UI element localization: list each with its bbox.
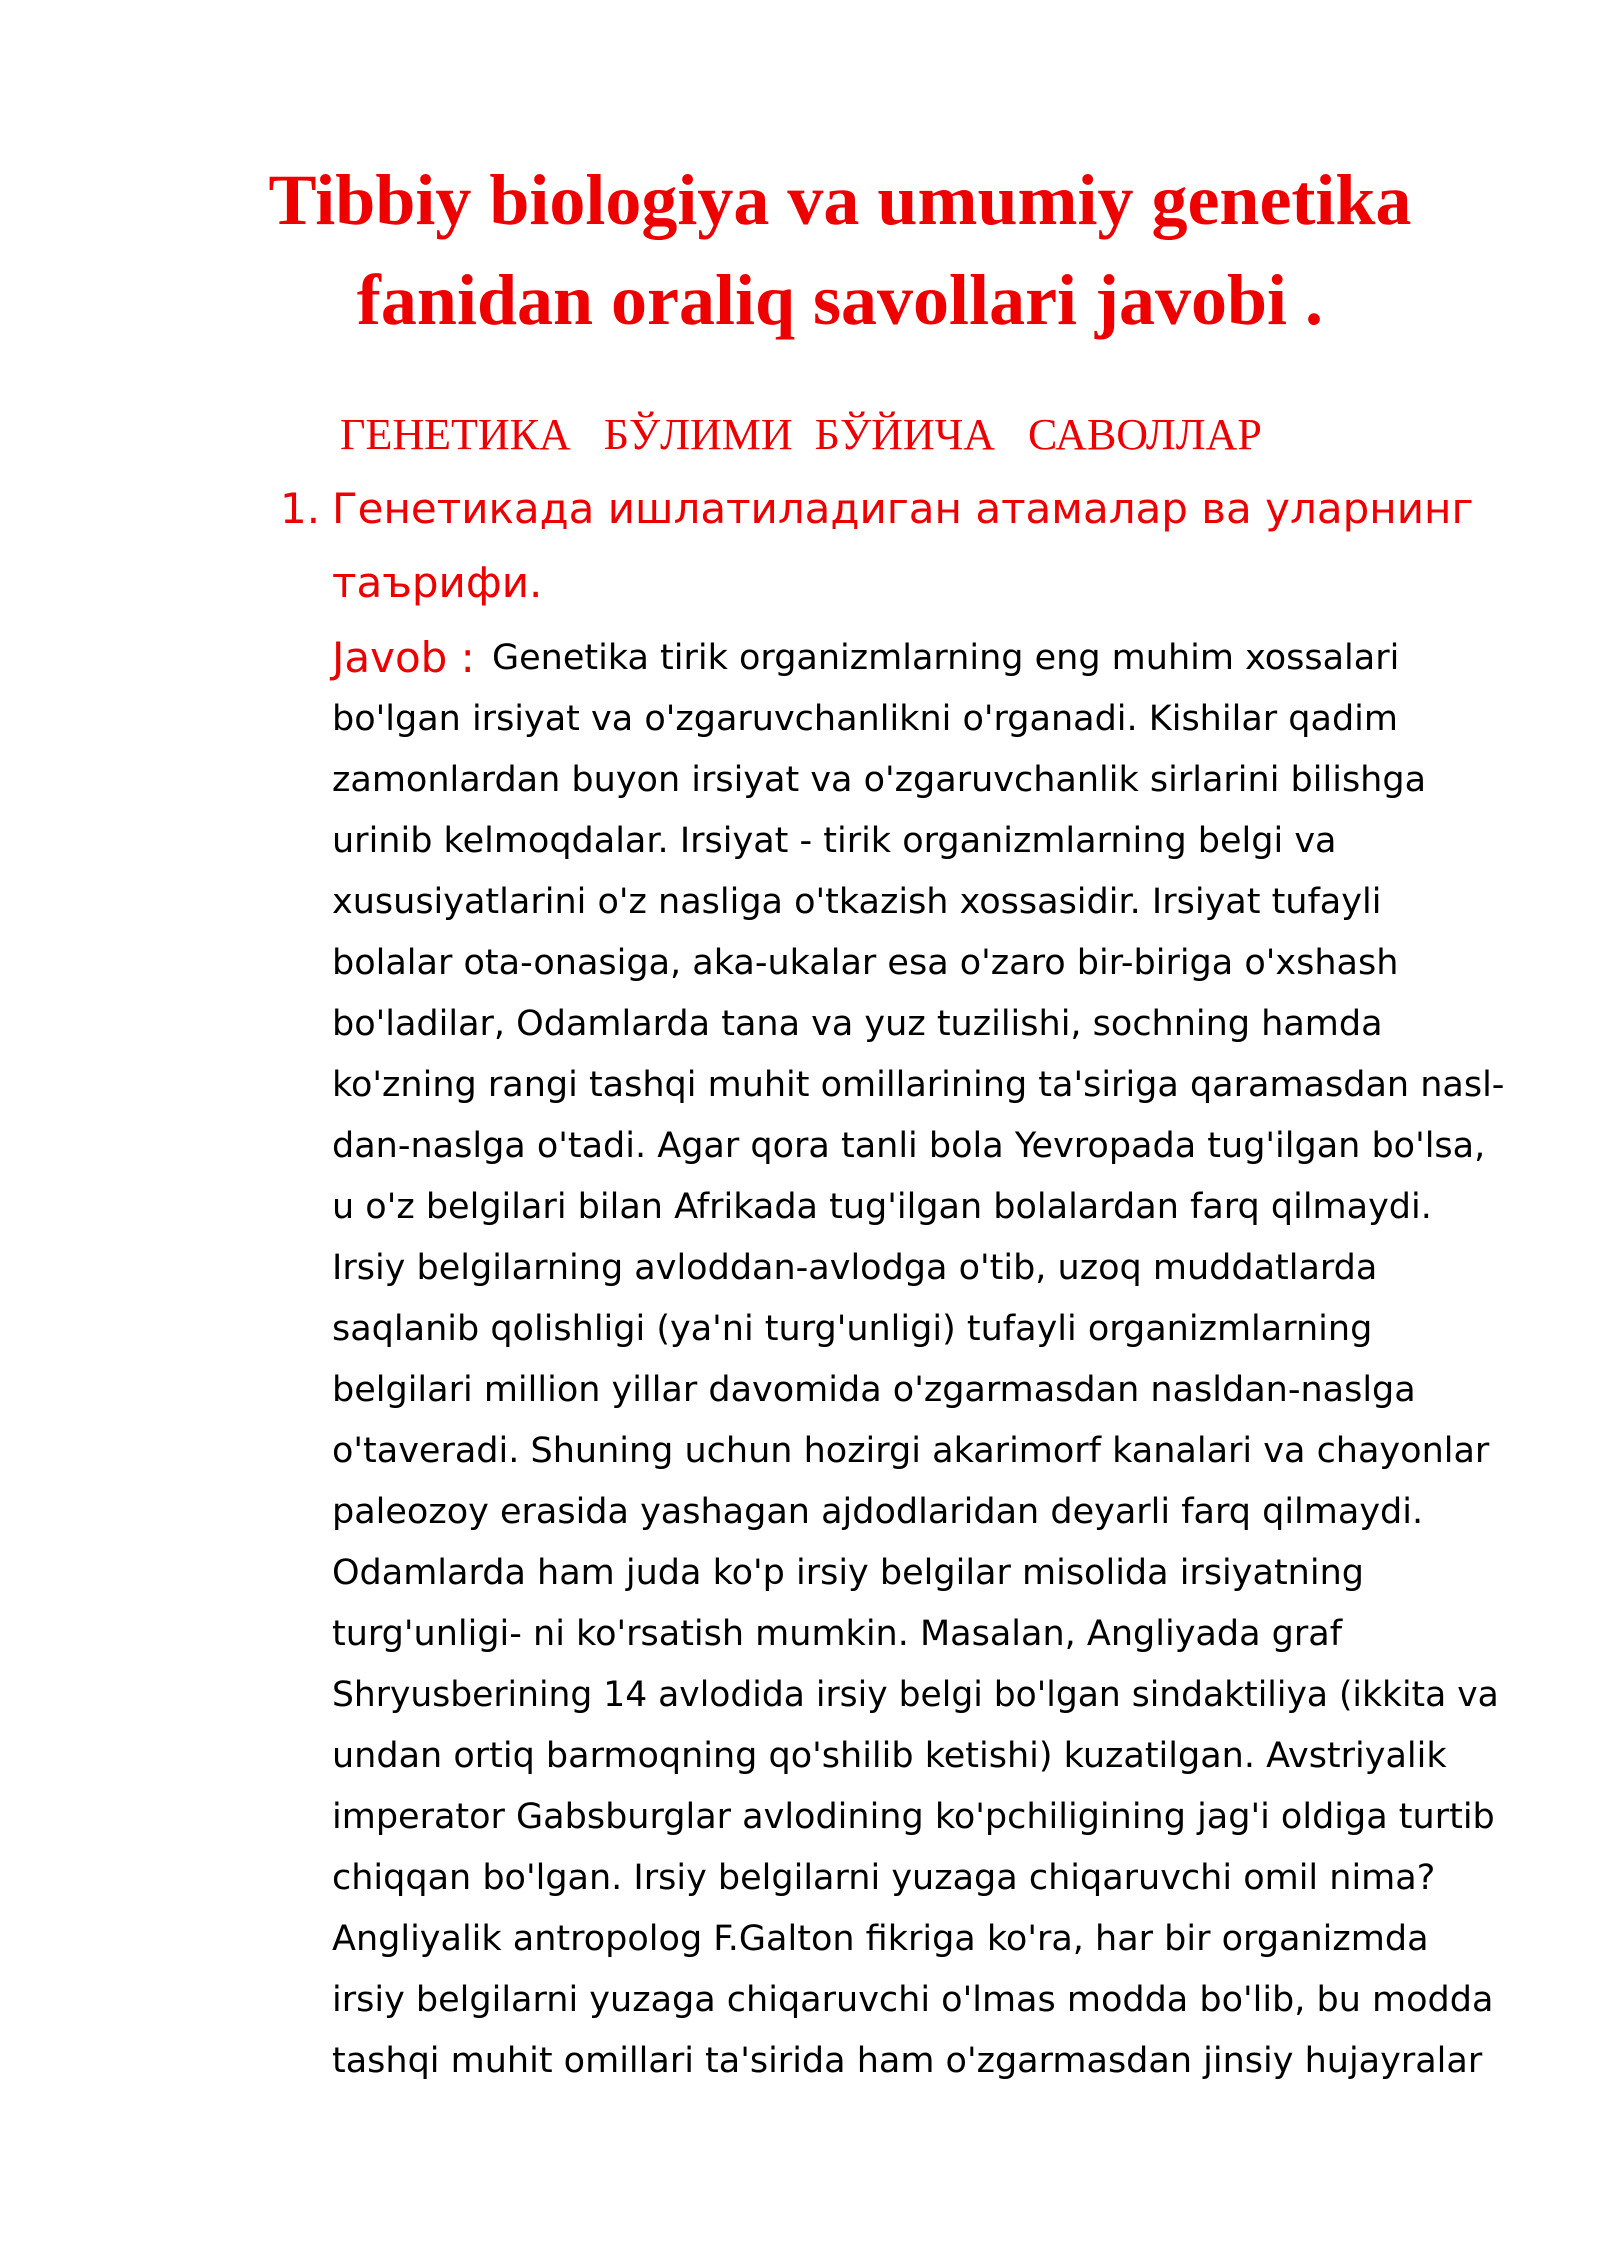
answer-line: o'taveradi. Shuning uchun hozirgi akarimorf kanalari va chayonlar [332,1431,1490,1471]
answer-line: Odamlarda ham juda ko'p irsiy belgilar misolida irsiyatning [332,1553,1364,1593]
answer-line: Irsiy belgilarning avloddan-avlodga o'tib, uzoq muddatlarda [332,1248,1378,1288]
answer-line: bo'lgan irsiyat va o'zgaruvchanlikni o'rganadi. Kishilar qadim [332,699,1398,739]
question-text: Генетикада ишлатиладиган атамалар ва уларнинг таърифи. [332,484,1474,607]
answer-line: saqlanib qolishligi (ya'ni turg'unligi) tufayli organizmlarning [332,1309,1373,1349]
question-number: 1. [280,484,321,533]
answer-line: irsiy belgilarni yuzaga chiqaruvchi o'lmas modda bo'lib, bu modda [332,1980,1494,2020]
answer-line: u o'z belgilari bilan Afrikada tug'ilgan bolalardan farq qilmaydi. [332,1187,1432,1227]
answer-line: undan ortiq barmoqning qo'shilib ketishi) kuzatilgan. Avstriyalik [332,1736,1447,1776]
answer-line: ko'zning rangi tashqi muhit omillarining ta'siriga qaramasdan nasl- [332,1065,1505,1105]
answer-line: bo'ladilar, Odamlarda tana va yuz tuzilishi, sochning hamda [332,1004,1383,1044]
answer-label: Javob : [332,633,489,682]
answer-line: zamonlardan buyon irsiyat va o'zgaruvchanlik sirlarini bilishga [332,760,1427,800]
answer-line: dan-naslga o'tadi. Agar qora tanli bola Yevropada tug'ilgan bo'lsa, [332,1126,1486,1166]
answer-line: belgilari million yillar davomida o'zgarmasdan nasldan-naslga [332,1370,1416,1410]
answer-line: Shryusberining 14 avlodida irsiy belgi bo'lgan sindaktiliya (ikkita va [332,1675,1499,1715]
document-title: Tibbiy biologiya va umumiy genetika fanidan oraliq savollari javobi . [268,160,1412,340]
section-heading: ГЕНЕТИКА БЎЛИМИ БЎЙИЧА САВОЛЛАР [340,410,1262,459]
answer-line: imperator Gabsburglar avlodining ko'pchiligining jag'i oldiga turtib [332,1797,1495,1837]
answer-line: urinib kelmoqdalar. Irsiyat - tirik organizmlarning belgi va [332,821,1337,861]
answer-line: tashqi muhit omillari ta'sirida ham o'zgarmasdan jinsiy hujayralar [332,2041,1483,2081]
answer-line: xususiyatlarini o'z nasliga o'tkazish xossasidir. Irsiyat tufayli [332,882,1382,922]
answer-line: chiqqan bo'lgan. Irsiy belgilarni yuzaga chiqaruvchi omil nima? [332,1858,1436,1898]
answer-line: Angliyalik antropolog F.Galton fikriga ko'ra, har bir organizmda [332,1919,1429,1959]
answer-line: paleozoy erasida yashagan ajdodlaridan deyarli farq qilmaydi. [332,1492,1424,1532]
answer-line: bolalar ota-onasiga, aka-ukalar esa o'zaro bir-biriga o'xshash [332,943,1399,983]
answer-line: turg'unligi- ni ko'rsatish mumkin. Masalan, Angliyada graf [332,1614,1343,1654]
answer-line: Genetika tirik organizmlarning eng muhim xossalari [492,638,1400,678]
